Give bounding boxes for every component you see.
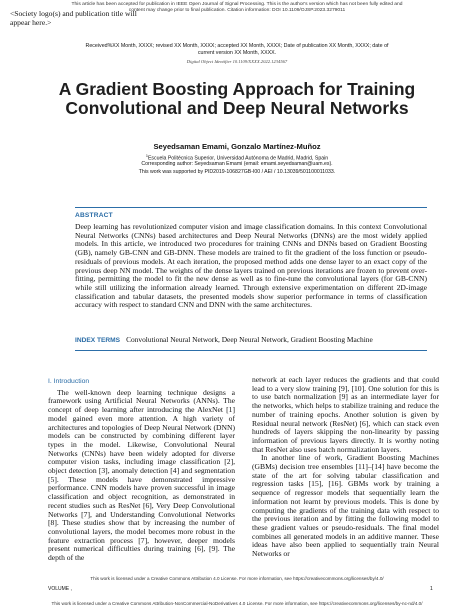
abstract-heading: ABSTRACT [75,212,113,219]
index-terms-heading: INDEX TERMS [75,337,121,344]
affiliation-marker: 1 [145,154,148,158]
index-terms [75,335,427,344]
intro-paragraph-1: The well-known deep learning technique designs a framework using Artificial Neural Networks (ANNs). The concept of deep learning after introducing the AlexNet [1] model gained even more attention. A high variety of architectures and topologies of Deep Neural Network (DNN) models can be constructed by combining different layer types in the model. Likewise, Convolutional Neural Networks (CNNs) have been widely adopted for diverse computer vision tasks, including image classification [2], object detection [3], anomaly detection [4] and segmentation [5]. These models have demonstrated impressive performance. CNN models have proven successful in image classification and object recognition, as demonstrated in recent studies such as ResNet [6], Very Deep Convolutional Networks [7], and Understanding Convolutional Networks [8]. These studies show that by increasing the number of convolutional layers, the model becomes more robust in the feature extraction process [7], however, deeper models present numerical difficulties during training [6], [9]. The depth of the [48,387,235,563]
corresponding-author: Corresponding author: Seyedsaman Emami (email: emami.seyedsaman@uam.es). [141,161,333,167]
abstract-bottom-rule [75,350,427,351]
bottom-license-notice: This work is licensed under a Creative Commons Attribution-NonCommercial-NoDerivatives 4.0 License. For more information, see https://creativecommons.org/licenses/by-nc-nd/4.0/ [51,601,423,606]
article-dates-line2: current version XX Month, XXXX. [197,50,277,56]
article-dates-line1: Received%XX Month, XXXX; revised XX Month, XXXX; accepted XX Month, XXXX; Date of publication XX Month, XXXX; date of [85,43,389,49]
index-terms-text: Convolutional Neural Network, Deep Neural Network, Gradient Boosting Machine [126,335,373,344]
intro-paragraph-1-continued: network at each layer reduces the gradients and that could lead to a very slow training [9], [10]. One solution for this is to use batch normalization [9] as an intermediate layer for the networks, which helps to stabilize training and reduce the number of training epochs. Another solution is given by Residual neural network (ResNet) [6], which can stack even hundreds of layers skipping the non-linearity by passing information of previous layers directly. It is worthy noting that ResNet also uses batch normalization layers. [252,375,439,454]
abstract-text: Deep learning has revolutionized computer vision and image classification domains. In this context Convolutional Neural Networks (CNNs) based architectures and Deep Neural Networks (DNNs) are the most widely applied models. In this article, we introduced two procedures for training CNNs and DNNs based on Gradient Boosting (GB), namely GB-CNN and GB-DNN. These models are trained to fit the gradient of the loss function or pseudo-residuals of previous models. At each iteration, the proposed method adds one dense layer to an exact copy of the previous deep NN model. The weights of the dense layers trained on previous iterations are frozen to prevent over-fitting, permitting the model to fit the new dense as well as to fine-tune the convolutional layers (for GB-CNN) while still utilizing the information already learned. Through extensive experimentation on different 2D-image classification and tabular datasets, the presented models show superior performance in terms of classification accuracy with respect to standard CNN and DNN with the same architectures. [75,222,427,310]
abstract-top-rule [75,207,427,208]
article-dates [70,43,404,57]
doi-line: Digital Object Identifier 10.1109/XXXX.2022.1234567 [186,59,288,64]
paper-title: A Gradient Boosting Approach for Training Convolutional and Deep Neural Networks [58,79,416,118]
intro-paragraph-2: In another line of work, Gradient Boosting Machines (GBMs) decision tree ensembles [11]–[14] have become the state of the art for solving tabular classification and regression tasks [15], [16]. GBMs work by training a sequence of regressor models that sequentially learn the information not learnt by previous models. This is done by computing the gradients of the training data with respect to the previous iteration and by fitting the following model to these gradient values or pseudo-residuals. The final model combines all generated models in an additive manner. These ideas have also been applied to sequentially train Neural Networks or [252,453,439,559]
section-heading-introduction: I. Introduction [48,378,90,385]
author-list: Seyedsaman Emami, Gonzalo Martínez-Muñoz [153,142,321,151]
affiliation-text: Escuela Politécnica Superior, Universidad Autónoma de Madrid, Madrid, Spain [147,155,329,162]
page-number: 1 [430,586,433,592]
license-note: This work is licensed under a Creative Commons Attribution 4.0 License. For more information, see https://creativecommons.org/licenses/by/4.0/ [90,576,384,581]
volume-label: VOLUME , [48,586,72,592]
funding-note: This work was supported by PID2019-106827GB-I00 / AEI / 10.13039/501100011033. [138,169,336,175]
intro-left-column [48,378,235,563]
intro-right-column [252,376,439,559]
publication-notice-line1: This article has been accepted for publication in IEEE Open Journal of Signal Processing. This is the author's version which has not been fully edited and [71,2,403,7]
publication-notice-line2: content may change prior to final publication. Citation information: DOI 10.1109/OJSP.2023.3279011 [128,8,346,14]
logo-placeholder: <Society logo(s) and publication title will appear here.> [10,9,137,27]
